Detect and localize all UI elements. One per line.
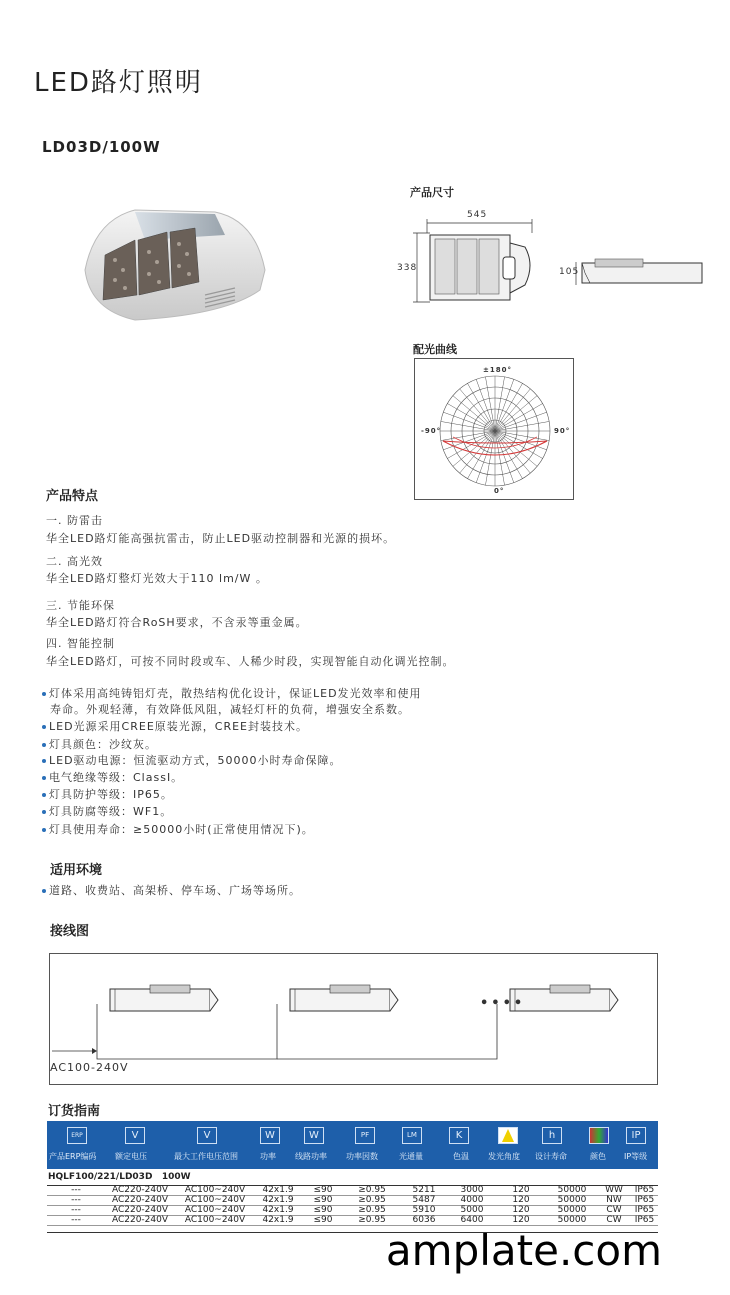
environment-text: 道路、收费站、高架桥、停车场、广场等场所。: [42, 882, 301, 898]
order-heading: 订货指南: [48, 1104, 101, 1119]
table-cell: ≤90: [313, 1205, 333, 1215]
table-cell: NW: [606, 1195, 622, 1205]
environment-heading: 适用环境: [50, 863, 103, 878]
polar-left-label: -90°: [421, 427, 442, 435]
feature-title: 一. 防雷击: [46, 514, 103, 527]
col-header: 颜色: [590, 1152, 606, 1161]
col-header: 功率因数: [346, 1152, 378, 1161]
table-cell: AC100~240V: [184, 1195, 246, 1205]
table-cell: IP65: [634, 1185, 655, 1195]
table-cell: AC100~240V: [184, 1205, 246, 1215]
dimension-drawing: [395, 205, 715, 305]
voltage-range-icon: V: [197, 1127, 217, 1144]
dimensions-heading: 产品尺寸: [410, 186, 454, 199]
table-cell: 50000: [557, 1185, 587, 1195]
page-title: LED路灯照明: [34, 68, 203, 98]
col-header: 最大工作电压范围: [174, 1152, 238, 1161]
table-cell: AC100~240V: [184, 1185, 246, 1195]
bullet-icon: [42, 692, 46, 696]
table-cell: AC220-240V: [111, 1195, 169, 1205]
dimension-height: 338: [397, 263, 418, 273]
col-header: 设计寿命: [535, 1152, 567, 1161]
feature-desc: 华全LED路灯能高强抗雷击，防止LED驱动控制器和光源的损坏。: [46, 532, 396, 545]
bullet-icon: [42, 743, 46, 747]
spec-item: 寿命。外观轻薄，有效降低风阻，减轻灯杆的负荷，增强安全系数。: [50, 703, 410, 716]
order-table: [47, 1186, 658, 1226]
table-cell: 3000: [460, 1185, 484, 1195]
feature-desc: 华全LED路灯整灯光效大于110 lm/W 。: [46, 572, 268, 585]
table-cell: 5910: [412, 1205, 436, 1215]
table-cell: IP65: [634, 1205, 655, 1215]
spec-item: 灯体采用高纯铸铝灯壳，散热结构优化设计，保证LED发光效率和使用: [42, 685, 422, 701]
color-icon: [589, 1127, 609, 1144]
spec-item: LED光源采用CREE原装光源，CREE封装技术。: [42, 718, 308, 734]
table-cell: CW: [606, 1215, 622, 1225]
voltage-icon: V: [125, 1127, 145, 1144]
beam-angle-icon: [498, 1127, 518, 1144]
color-temp-icon: K: [449, 1127, 469, 1144]
lamp-icon: [290, 985, 398, 1011]
table-cell: 42x1.9: [262, 1185, 294, 1195]
dimension-depth: 105: [559, 267, 580, 277]
table-row: [47, 1216, 658, 1226]
table-cell: ---: [71, 1185, 81, 1195]
feature-title: 二. 高光效: [46, 555, 103, 568]
bullet-icon: [42, 793, 46, 797]
wiring-diagram: [49, 953, 658, 1085]
col-header: IP等级: [624, 1152, 648, 1161]
table-cell: IP65: [634, 1195, 655, 1205]
table-cell: 5000: [460, 1205, 484, 1215]
table-cell: CW: [606, 1205, 622, 1215]
col-header: 额定电压: [115, 1152, 147, 1161]
spec-item: 电气绝缘等级：ClassⅠ。: [42, 769, 183, 785]
col-header: 光通量: [399, 1152, 423, 1161]
table-cell: 5211: [412, 1185, 436, 1195]
table-cell: ---: [71, 1205, 81, 1215]
watermark: amplate.com: [385, 1226, 662, 1275]
table-cell: 6036: [412, 1215, 436, 1225]
bullet-icon: [42, 889, 46, 893]
feature-desc: 华全LED路灯符合RoSH要求，不含汞等重金属。: [46, 616, 308, 629]
erp-icon: ERP: [67, 1127, 87, 1144]
table-cell: 50000: [557, 1205, 587, 1215]
order-header-bar: [47, 1121, 658, 1169]
bullet-icon: [42, 725, 46, 729]
spec-item: LED驱动电源：恒流驱动方式，50000小时寿命保障。: [42, 752, 342, 768]
polar-top-label: ±180°: [483, 366, 512, 374]
polar-bottom-label: 0°: [494, 487, 505, 495]
spec-item: 灯具防护等级：IP65。: [42, 786, 173, 802]
table-cell: 120: [512, 1205, 530, 1215]
power-factor-icon: PF: [355, 1127, 375, 1144]
table-row: [47, 1206, 658, 1216]
table-cell: 50000: [557, 1195, 587, 1205]
dimension-width: 545: [467, 210, 488, 220]
table-cell: ≥0.95: [358, 1195, 386, 1205]
ip-rating-icon: IP: [626, 1127, 646, 1144]
lamp-icon: [110, 985, 218, 1011]
spec-item: 灯具防腐等级：WF1。: [42, 803, 172, 819]
polar-right-label: 90°: [554, 427, 571, 435]
table-cell: 120: [512, 1215, 530, 1225]
table-cell: ≥0.95: [358, 1205, 386, 1215]
power-icon: W: [260, 1127, 280, 1144]
wiring-voltage: AC100-240V: [50, 1061, 129, 1074]
bullet-icon: [42, 810, 46, 814]
bullet-icon: [42, 828, 46, 832]
col-header: 产品ERP编码: [49, 1152, 97, 1161]
features-heading: 产品特点: [46, 489, 99, 504]
table-cell: IP65: [634, 1215, 655, 1225]
polar-heading: 配光曲线: [413, 343, 457, 356]
feature-title: 三. 节能环保: [46, 599, 115, 612]
bullet-icon: [42, 759, 46, 763]
lumen-icon: LM: [402, 1127, 422, 1144]
table-cell: 42x1.9: [262, 1215, 294, 1225]
spec-item: 灯具颜色：沙纹灰。: [42, 736, 157, 752]
lifetime-icon: h: [542, 1127, 562, 1144]
wiring-drawing: [50, 954, 657, 1084]
spec-item: 灯具使用寿命：≥50000小时(正常使用情况下)。: [42, 821, 314, 837]
table-cell: AC220-240V: [111, 1215, 169, 1225]
wiring-ellipsis: ••••: [480, 996, 526, 1011]
table-cell: ≥0.95: [358, 1185, 386, 1195]
table-cell: ≤90: [313, 1185, 333, 1195]
table-cell: ---: [71, 1195, 81, 1205]
product-line-label: HQLF100/221/LD03D 100W: [48, 1172, 191, 1182]
table-cell: AC220-240V: [111, 1185, 169, 1195]
table-cell: WW: [605, 1185, 623, 1195]
bullet-icon: [42, 776, 46, 780]
table-cell: ≥0.95: [358, 1215, 386, 1225]
lamp-icon: [510, 985, 618, 1011]
table-cell: 4000: [460, 1195, 484, 1205]
col-header: 功率: [260, 1152, 276, 1161]
table-cell: 120: [512, 1185, 530, 1195]
product-photo: [75, 200, 275, 330]
table-cell: ≤90: [313, 1215, 333, 1225]
table-cell: 120: [512, 1195, 530, 1205]
model-number: LD03D/100W: [42, 138, 161, 156]
table-cell: 5487: [412, 1195, 436, 1205]
col-header: 色温: [453, 1152, 469, 1161]
table-row: [47, 1196, 658, 1206]
table-cell: 6400: [460, 1215, 484, 1225]
col-header: 发光角度: [488, 1152, 520, 1161]
feature-desc: 华全LED路灯，可按不同时段或车、人稀少时段，实现智能自动化调光控制。: [46, 655, 455, 668]
feature-title: 四. 智能控制: [46, 637, 115, 650]
table-cell: 42x1.9: [262, 1205, 294, 1215]
col-header: 线路功率: [295, 1152, 327, 1161]
line-power-icon: W: [304, 1127, 324, 1144]
table-cell: AC100~240V: [184, 1215, 246, 1225]
table-cell: 42x1.9: [262, 1195, 294, 1205]
wiring-heading: 接线图: [50, 924, 90, 939]
table-cell: ---: [71, 1215, 81, 1225]
table-cell: 50000: [557, 1215, 587, 1225]
table-cell: AC220-240V: [111, 1205, 169, 1215]
table-cell: ≤90: [313, 1195, 333, 1205]
